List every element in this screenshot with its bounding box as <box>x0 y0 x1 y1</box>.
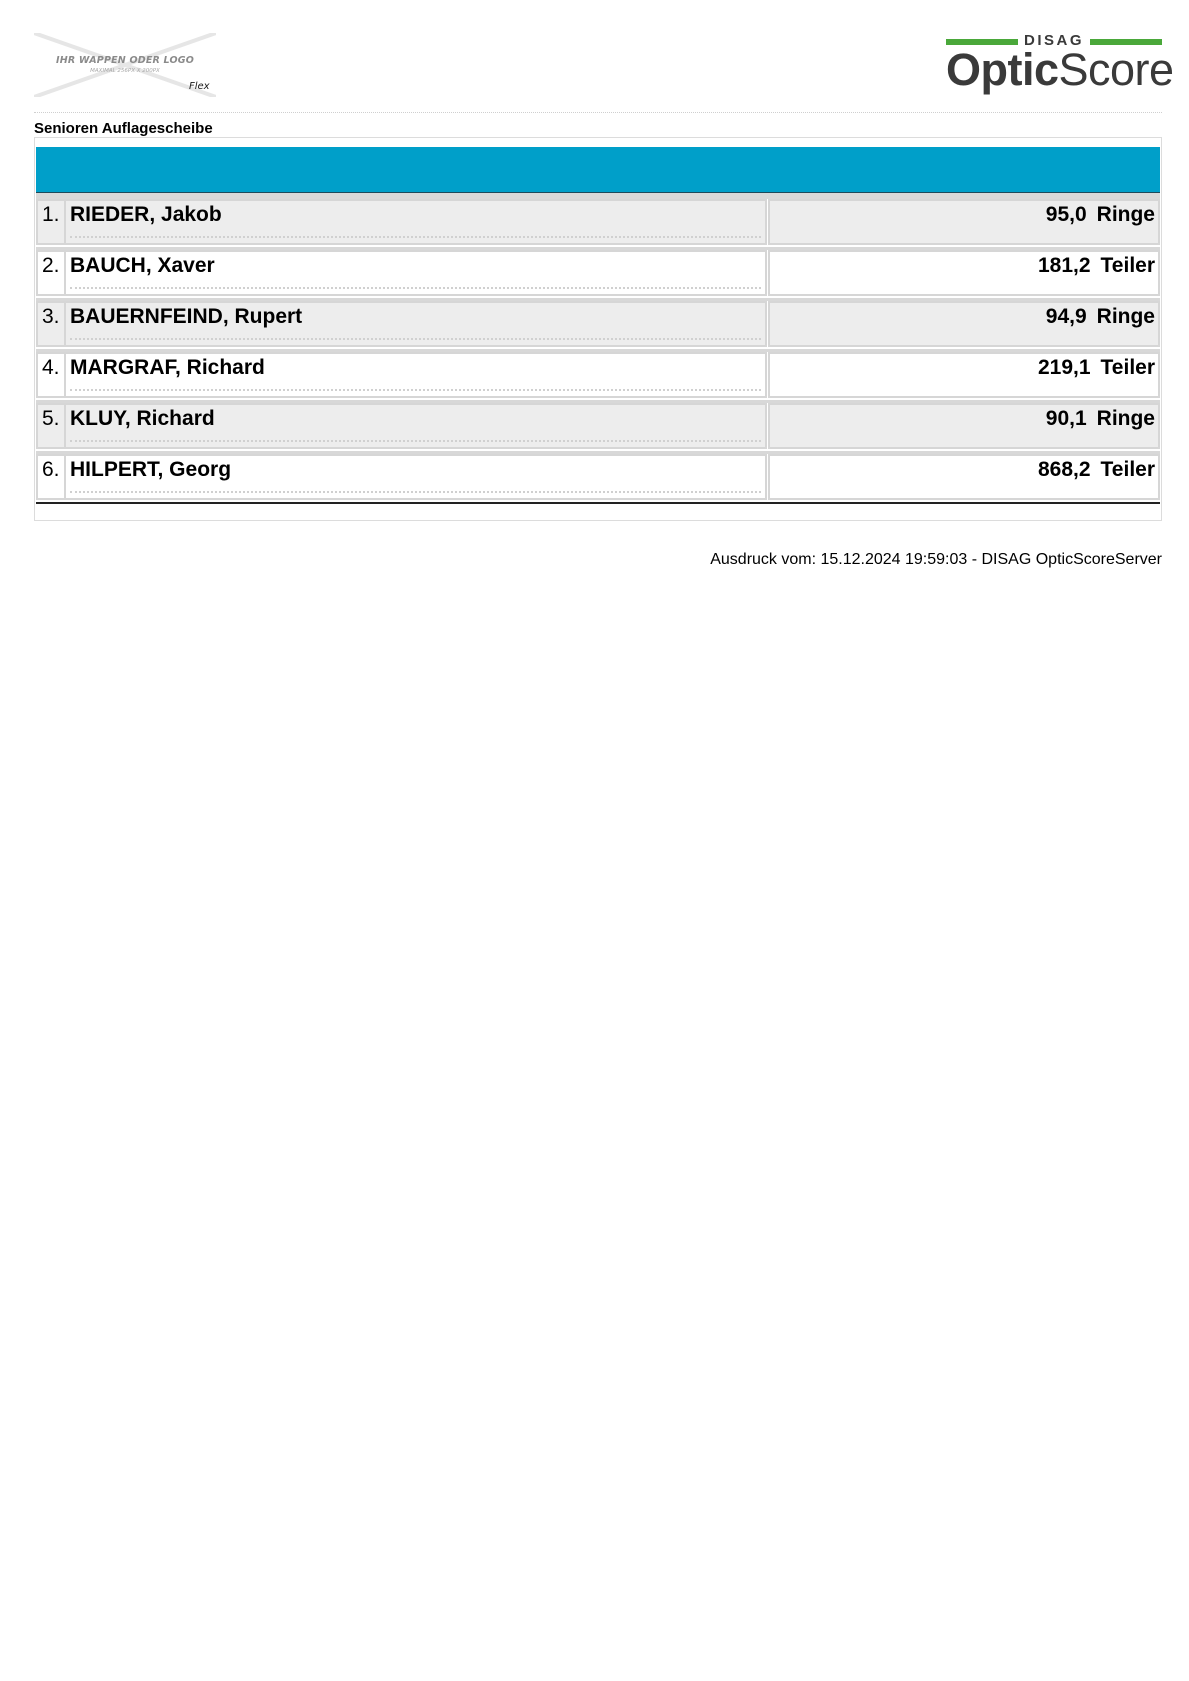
score-cell <box>768 199 1160 245</box>
score-unit: Ringe <box>1096 203 1155 226</box>
brand-name-light: Score <box>1058 44 1174 95</box>
table-row <box>36 403 1160 454</box>
rank-cell: 3. <box>36 301 64 347</box>
shooter-name-cell: RIEDER, Jakob <box>64 199 767 245</box>
results-table <box>34 137 1162 521</box>
shooter-name-cell: MARGRAF, Richard <box>64 352 767 398</box>
score-value: 95,0 <box>1045 203 1087 226</box>
shooter-name-cell: KLUY, Richard <box>64 403 767 449</box>
logo-placeholder-size-text: MAXIMAL 256PX X 200PX <box>90 68 160 74</box>
shooter-name-cell: BAUERNFEIND, Rupert <box>64 301 767 347</box>
score-value: 868,2 <box>1037 458 1091 481</box>
rank-cell: 5. <box>36 403 64 449</box>
table-body <box>36 199 1160 504</box>
logo-placeholder-tag: Flex <box>189 81 210 92</box>
print-footer: Ausdruck vom: 15.12.2024 19:59:03 - DISAG OpticScoreServer <box>710 551 1162 568</box>
table-row <box>36 454 1160 504</box>
score-cell <box>768 352 1160 398</box>
section-title: Senioren Auflagescheibe <box>34 120 213 137</box>
table-row <box>36 352 1160 403</box>
score-unit: Ringe <box>1096 305 1155 328</box>
table-row <box>36 250 1160 301</box>
score-value: 219,1 <box>1037 356 1091 379</box>
score-cell <box>768 403 1160 449</box>
logo-placeholder-text: IHR WAPPEN ODER LOGO <box>55 55 194 66</box>
score-cell <box>768 301 1160 347</box>
score-unit: Teiler <box>1100 356 1155 379</box>
rank-cell: 1. <box>36 199 64 245</box>
rank-cell: 4. <box>36 352 64 398</box>
header-divider <box>34 112 1162 113</box>
opticscore-logo <box>946 32 1174 98</box>
table-row <box>36 199 1160 250</box>
score-value: 94,9 <box>1045 305 1087 328</box>
brand-name-bold: Optic <box>946 44 1059 95</box>
shooter-name-cell: BAUCH, Xaver <box>64 250 767 296</box>
rank-cell: 2. <box>36 250 64 296</box>
score-unit: Teiler <box>1100 254 1155 277</box>
table-row <box>36 301 1160 352</box>
score-unit: Teiler <box>1100 458 1155 481</box>
score-value: 90,1 <box>1045 407 1087 430</box>
score-cell <box>768 454 1160 500</box>
score-value: 181,2 <box>1037 254 1091 277</box>
table-header-band <box>36 147 1160 193</box>
score-unit: Ringe <box>1096 407 1155 430</box>
brand-name <box>946 45 1174 95</box>
brand-maker: DISAG <box>1023 32 1084 49</box>
club-logo-placeholder <box>34 33 216 97</box>
score-cell <box>768 250 1160 296</box>
shooter-name-cell: HILPERT, Georg <box>64 454 767 500</box>
rank-cell: 6. <box>36 454 64 500</box>
